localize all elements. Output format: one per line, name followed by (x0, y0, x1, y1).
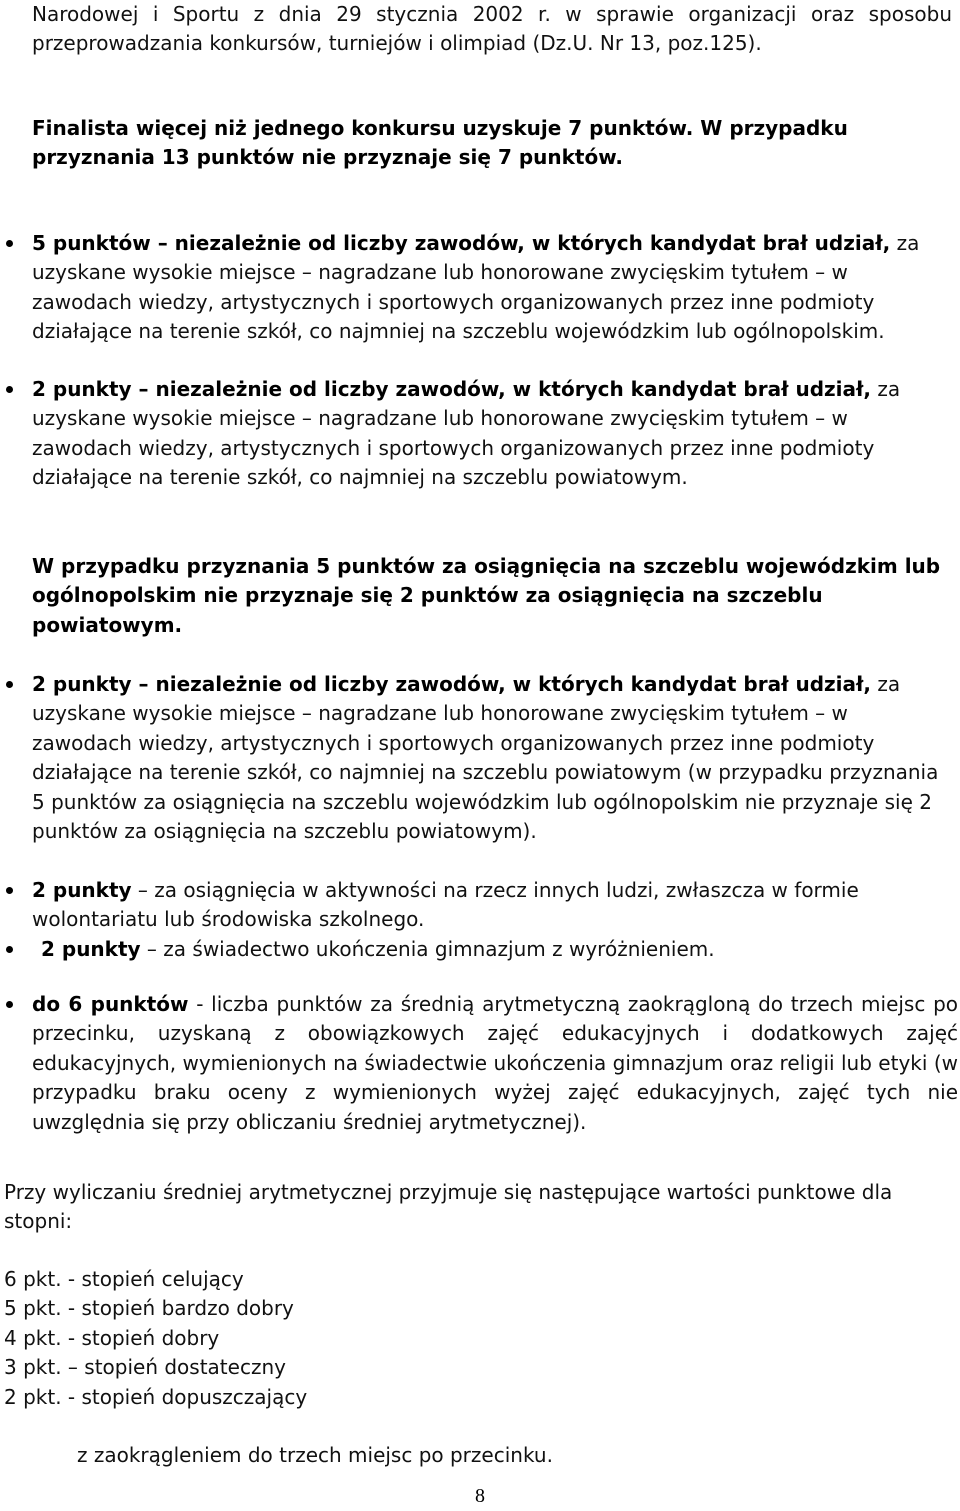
page-number: 8 (475, 1485, 485, 1507)
five-points-note: W przypadku przyznania 5 punktów za osiągnięcia na szczeblu wojewódzkim lub ogólnopolskim nie przyznaje się 2 punktów za osiągnięcia na szczeblu powiatowym. (32, 554, 941, 637)
grades-list (4, 1265, 604, 1412)
list-item-bold: do 6 punktów (32, 992, 189, 1016)
rounding-note: z zaokrągleniem do trzech miejsc po przecinku. (77, 1443, 553, 1467)
list-item (0, 876, 960, 936)
list-item (0, 229, 960, 376)
list-item-body: - liczba punktów za średnią arytmetyczną zaokrągloną do trzech miejsc po przecinku, uzyskaną z obowiązkowych zajęć edukacyjnych i dodatkowych zajęć edukacyjnych, wymienionych na świadectwie ukończenia gimnazjum oraz religii lub etyki (w przypadku braku oceny z wymienionych wyżej zajęć edukacyjnych, zajęć tych nie uwzględnia się przy obliczaniu średniej arytmetycznej). (32, 992, 959, 1134)
list-item-body: – za świadectwo ukończenia gimnazjum z wyróżnieniem. (140, 937, 715, 961)
bullet-icon (6, 386, 13, 393)
bullet-icon (6, 946, 13, 953)
list-item-bold: 2 punkty – niezależnie od liczby zawodów, w których kandydat brał udział, (32, 377, 872, 401)
list-item-text (32, 876, 952, 935)
average-intro: Przy wyliczaniu średniej arytmetycznej przyjmuje się następujące wartości punktowe dla stopni: (4, 1180, 893, 1234)
grade-item: 3 pkt. – stopień dostateczny (4, 1355, 286, 1380)
list-item (0, 935, 960, 965)
list-item-text (32, 670, 952, 846)
list-item-body: – za osiągnięcia w aktywności na rzecz innych ludzi, zwłaszcza w formie wolontariatu lub środowiska szkolnego. (32, 878, 859, 932)
grade-item: 4 pkt. - stopień dobry (4, 1325, 220, 1350)
finalist-note: Finalista więcej niż jednego konkursu uzyskuje 7 punktów. W przypadku przyznania 13 punktów nie przyznaje się 7 punktów. (32, 116, 848, 170)
list-item-body: za uzyskane wysokie miejsce – nagradzane lub honorowane zwycięskim tytułem – w zawodach wiedzy, artystycznych i sportowych organizowanych przez inne podmioty działające na terenie szkół, co najmniej na szczeblu powiatowym (w przypadku przyznania 5 punktów za osiągnięcia na szczeblu wojewódzkim lub ogólnopolskim nie przyznaje się 2 punktów za osiągnięcia na szczeblu powiatowym). (32, 672, 939, 844)
list-item (0, 670, 960, 875)
grade-item: 5 pkt. - stopień bardzo dobry (4, 1296, 294, 1321)
grade-item: 2 pkt. - stopień dopuszczający (4, 1384, 308, 1409)
list-item (0, 375, 960, 522)
bullet-icon (6, 1001, 13, 1008)
list-item-bold: 2 punkty (41, 937, 141, 961)
intro-paragraph: Narodowej i Sportu z dnia 29 stycznia 2002 r. w sprawie organizacji oraz sposobu przeprowadzania konkursów, turniejów i olimpiad (Dz.U. Nr 13, poz.125). (32, 2, 952, 56)
list-item-text (32, 229, 952, 347)
bullet-icon (6, 681, 13, 688)
list-item (0, 990, 960, 1166)
list-item-text (32, 375, 952, 493)
list-item-bold: 2 punkty (32, 878, 132, 902)
list-item-body: za uzyskane wysokie miejsce – nagradzane lub honorowane zwycięskim tytułem – w zawodach wiedzy, artystycznych i sportowych organizowanych przez inne podmioty działające na terenie szkół, co najmniej na szczeblu powiatowym. (32, 377, 901, 490)
list-item-bold: 5 punktów – niezależnie od liczby zawodów, w których kandydat brał udział, (32, 231, 891, 255)
grade-item: 6 pkt. - stopień celujący (4, 1267, 244, 1291)
bullet-icon (6, 240, 13, 247)
list-item-bold: 2 punkty – niezależnie od liczby zawodów, w których kandydat brał udział, (32, 672, 872, 696)
list-item-body: za uzyskane wysokie miejsce – nagradzane lub honorowane zwycięskim tytułem – w zawodach wiedzy, artystycznych i sportowych organizowanych przez inne podmioty działające na terenie szkół, co najmniej na szczeblu wojewódzkim lub ogólnopolskim. (32, 231, 920, 344)
bullet-icon (6, 887, 13, 894)
list-item-text (32, 990, 958, 1137)
list-item-text (41, 935, 951, 964)
